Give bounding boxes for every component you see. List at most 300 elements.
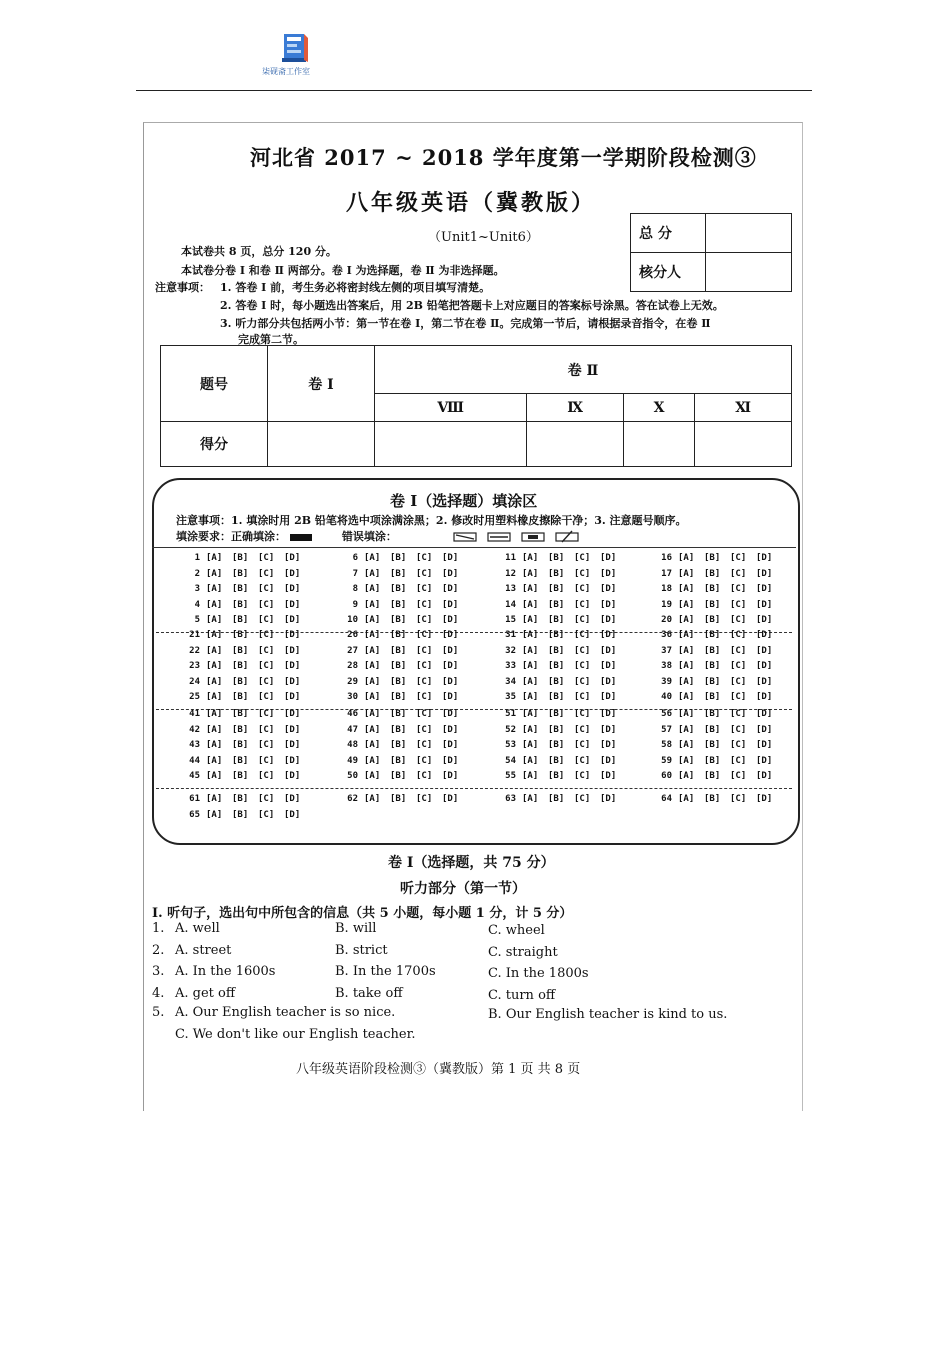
answer-bubble[interactable]: [C] (730, 771, 747, 782)
answer-bubble[interactable]: [D] (756, 771, 773, 782)
answer-bubble[interactable]: [A] (678, 645, 695, 656)
answer-bubble[interactable]: [D] (284, 645, 301, 656)
answer-bubble[interactable]: [B] (704, 584, 721, 595)
answer-bubble[interactable]: [C] (258, 553, 275, 563)
answer-bubble[interactable]: [A] (364, 645, 381, 656)
answer-bubble[interactable]: [B] (390, 794, 407, 804)
answer-bubble[interactable]: [A] (678, 615, 695, 626)
answer-bubble[interactable]: [B] (232, 724, 249, 735)
answer-bubble[interactable]: [A] (206, 709, 223, 719)
answer-bubble[interactable]: [A] (206, 553, 223, 563)
answer-bubble[interactable]: [C] (730, 661, 747, 672)
answer-bubble[interactable]: [A] (522, 599, 539, 610)
answer-bubble[interactable]: [A] (678, 676, 695, 687)
answer-bubble[interactable]: [A] (522, 755, 539, 766)
answer-bubble[interactable]: [A] (678, 661, 695, 672)
answer-bubble[interactable]: [D] (284, 676, 301, 687)
answer-bubble[interactable]: [D] (756, 692, 773, 703)
answer-bubble[interactable]: [D] (600, 615, 617, 626)
answer-bubble[interactable]: [C] (574, 794, 591, 804)
answer-bubble[interactable]: [A] (206, 755, 223, 766)
answer-bubble[interactable]: [B] (704, 661, 721, 672)
exam-title: 河北省 2017 ~ 2018 学年度第一学期阶段检测③ (250, 145, 757, 170)
answer-bubble[interactable]: [B] (232, 584, 249, 595)
answer-bubble[interactable]: [B] (704, 599, 721, 610)
answer-bubble[interactable]: [A] (364, 676, 381, 687)
answer-bubble[interactable]: [D] (442, 661, 459, 672)
answer-bubble[interactable]: [D] (756, 645, 773, 656)
answer-bubble[interactable]: [D] (442, 599, 459, 610)
answer-bubble[interactable]: [B] (390, 584, 407, 595)
answer-bubble[interactable]: [B] (390, 645, 407, 656)
answer-bubble[interactable]: [C] (574, 692, 591, 703)
answer-bubble[interactable]: [A] (364, 599, 381, 610)
answer-bubble[interactable]: [A] (364, 584, 381, 595)
answer-bubble[interactable]: [D] (600, 794, 617, 804)
option-c[interactable]: C. turn off (488, 988, 556, 1003)
answer-bubble[interactable]: [C] (574, 771, 591, 782)
answer-item (178, 630, 310, 640)
answer-bubble[interactable]: [D] (284, 568, 301, 579)
answer-bubble[interactable]: [B] (232, 645, 249, 656)
answer-bubble[interactable]: [B] (548, 724, 565, 735)
answer-bubble[interactable]: [B] (232, 676, 249, 687)
answer-bubble[interactable]: [B] (390, 692, 407, 703)
answer-bubble[interactable]: [A] (206, 630, 223, 640)
answer-bubble[interactable]: [C] (416, 724, 433, 735)
answer-bubble[interactable]: [B] (548, 568, 565, 579)
answer-bubble[interactable]: [B] (232, 553, 249, 563)
answer-bubble[interactable]: [B] (704, 568, 721, 579)
answer-bubble[interactable]: [D] (284, 584, 301, 595)
score-cell[interactable] (375, 422, 527, 467)
answer-bubble[interactable]: [C] (730, 676, 747, 687)
answer-bubble[interactable]: [B] (390, 740, 407, 751)
answer-bubble[interactable]: [A] (522, 794, 539, 804)
answer-bubble[interactable]: [C] (416, 645, 433, 656)
answer-bubble[interactable]: [D] (284, 740, 301, 751)
answer-bubble[interactable]: [C] (730, 645, 747, 656)
answer-bubble[interactable]: [B] (548, 584, 565, 595)
answer-bubble[interactable]: [C] (416, 553, 433, 563)
answer-bubble[interactable]: [C] (258, 740, 275, 751)
answer-bubble[interactable]: [A] (678, 599, 695, 610)
answer-bubble[interactable]: [C] (730, 740, 747, 751)
answer-bubble[interactable]: [B] (390, 553, 407, 563)
answer-bubble[interactable]: [B] (548, 661, 565, 672)
answer-bubble[interactable]: [A] (206, 771, 223, 782)
answer-bubble[interactable]: [A] (206, 645, 223, 656)
answer-bubble[interactable]: [B] (232, 740, 249, 751)
answer-bubble[interactable]: [D] (284, 630, 301, 640)
answer-bubble[interactable]: [D] (284, 794, 301, 804)
answer-number: 10 (347, 615, 358, 626)
answer-bubble[interactable]: [C] (258, 809, 275, 820)
answer-bubble[interactable]: [B] (232, 809, 249, 820)
answer-bubble[interactable]: [A] (678, 771, 695, 782)
answer-bubble[interactable]: [A] (364, 794, 381, 804)
answer-bubble[interactable]: [C] (416, 709, 433, 719)
answer-bubble[interactable]: [B] (390, 755, 407, 766)
answer-number: 31 (505, 630, 516, 640)
answer-bubble[interactable]: [C] (730, 553, 747, 563)
section-header: Ⅷ (375, 394, 527, 422)
answer-bubble[interactable]: [C] (258, 724, 275, 735)
answer-bubble[interactable]: [D] (442, 724, 459, 735)
answer-bubble[interactable]: [C] (574, 709, 591, 719)
answer-bubble[interactable]: [D] (756, 599, 773, 610)
answer-bubble[interactable]: [B] (232, 599, 249, 610)
answer-bubble[interactable]: [C] (416, 740, 433, 751)
answer-bubble[interactable]: [B] (548, 755, 565, 766)
answer-bubble[interactable]: [A] (206, 615, 223, 626)
answer-item (178, 692, 310, 702)
answer-bubble[interactable]: [A] (206, 724, 223, 735)
answer-bubble[interactable]: [C] (258, 709, 275, 719)
answer-item (336, 553, 468, 563)
answer-bubble[interactable]: [A] (206, 584, 223, 595)
instruction-parts: 本试卷分卷 Ⅰ 和卷 Ⅱ 两部分。卷 Ⅰ 为选择题，卷 Ⅱ 为非选择题。 (181, 264, 505, 277)
answer-bubble[interactable]: [D] (756, 676, 773, 687)
answer-bubble[interactable]: [C] (730, 599, 747, 610)
answer-bubble[interactable]: [B] (704, 794, 721, 804)
answer-bubble[interactable]: [A] (206, 794, 223, 804)
answer-bubble[interactable]: [A] (522, 676, 539, 687)
answer-bubble[interactable]: [C] (258, 584, 275, 595)
answer-bubble[interactable]: [D] (600, 755, 617, 766)
answer-bubble[interactable]: [B] (704, 724, 721, 735)
answer-bubble[interactable]: [D] (756, 794, 773, 804)
answer-bubble[interactable]: [A] (678, 755, 695, 766)
answer-bubble[interactable]: [D] (756, 584, 773, 595)
answer-bubble[interactable]: [D] (442, 771, 459, 782)
answer-bubble[interactable]: [A] (678, 740, 695, 751)
option-b[interactable]: B. In the 1700s (335, 964, 436, 979)
wrong-fill-label: 错误填涂： (341, 530, 397, 543)
answer-bubble[interactable]: [A] (364, 755, 381, 766)
answer-number: 17 (661, 568, 672, 579)
answer-bubble[interactable]: [B] (232, 794, 249, 804)
answer-bubble[interactable]: [D] (284, 615, 301, 626)
answer-bubble[interactable]: [A] (678, 724, 695, 735)
option-c[interactable]: C. straight (488, 945, 558, 960)
answer-bubble[interactable]: [B] (704, 676, 721, 687)
answer-bubble[interactable]: [B] (390, 630, 407, 640)
answer-bubble[interactable]: [D] (756, 630, 773, 640)
answer-bubble[interactable]: [D] (442, 553, 459, 563)
answer-bubble[interactable]: [C] (416, 599, 433, 610)
answer-bubble[interactable]: [A] (678, 709, 695, 719)
answer-bubble[interactable]: [B] (232, 615, 249, 626)
answer-bubble[interactable]: [D] (442, 755, 459, 766)
answer-bubble[interactable]: [A] (522, 724, 539, 735)
answer-bubble[interactable]: [C] (730, 724, 747, 735)
option-b[interactable]: B. will (335, 921, 377, 936)
answer-item (650, 692, 782, 702)
answer-bubble[interactable]: [A] (522, 553, 539, 563)
option-b[interactable]: B. strict (335, 943, 388, 958)
answer-bubble[interactable]: [C] (574, 584, 591, 595)
checker-field[interactable] (706, 253, 792, 292)
answer-bubble[interactable]: [C] (730, 794, 747, 804)
answer-bubble[interactable]: [A] (206, 599, 223, 610)
answer-bubble[interactable]: [A] (364, 630, 381, 640)
answer-bubble[interactable]: [B] (704, 645, 721, 656)
answer-bubble[interactable]: [C] (416, 630, 433, 640)
option-c[interactable]: C. wheel (488, 923, 545, 938)
answer-bubble[interactable]: [D] (756, 724, 773, 735)
answer-bubble[interactable]: [B] (232, 661, 249, 672)
score-cell[interactable] (527, 422, 624, 467)
answer-number: 8 (352, 584, 358, 595)
answer-bubble[interactable]: [A] (522, 661, 539, 672)
answer-bubble[interactable]: [D] (756, 553, 773, 563)
answer-bubble[interactable]: [D] (600, 630, 617, 640)
answer-bubble[interactable]: [C] (574, 615, 591, 626)
answer-bubble[interactable]: [A] (678, 553, 695, 563)
answer-bubble[interactable]: [B] (548, 553, 565, 563)
answer-bubble[interactable]: [C] (258, 661, 275, 672)
answer-bubble[interactable]: [D] (284, 692, 301, 703)
answer-bubble[interactable]: [C] (258, 645, 275, 656)
answer-bubble[interactable]: [A] (678, 568, 695, 579)
answer-bubble[interactable]: [C] (416, 568, 433, 579)
answer-bubble[interactable]: [B] (704, 692, 721, 703)
answer-bubble[interactable]: [A] (206, 740, 223, 751)
answer-bubble[interactable]: [B] (704, 615, 721, 626)
answer-bubble[interactable]: [D] (284, 724, 301, 735)
answer-bubble[interactable]: [C] (258, 692, 275, 703)
answer-item (494, 709, 626, 719)
answer-bubble[interactable]: [B] (704, 709, 721, 719)
answer-bubble[interactable]: [A] (522, 709, 539, 719)
answer-bubble[interactable]: [D] (442, 676, 459, 687)
option-a[interactable]: A. Our English teacher is so nice. (175, 1005, 396, 1020)
answer-bubble[interactable]: [D] (756, 740, 773, 751)
answer-bubble[interactable]: [D] (756, 568, 773, 579)
answer-bubble[interactable]: [C] (574, 755, 591, 766)
answer-bubble[interactable]: [B] (548, 794, 565, 804)
answer-bubble[interactable]: [D] (756, 615, 773, 626)
answer-bubble[interactable]: [D] (442, 709, 459, 719)
answer-bubble[interactable]: [C] (258, 755, 275, 766)
answer-bubble[interactable]: [B] (390, 568, 407, 579)
answer-bubble[interactable]: [C] (574, 661, 591, 672)
answer-bubble[interactable]: [A] (206, 692, 223, 703)
answer-bubble[interactable]: [A] (522, 771, 539, 782)
answer-bubble[interactable]: [D] (284, 599, 301, 610)
answer-bubble[interactable]: [A] (522, 615, 539, 626)
answer-bubble[interactable]: [C] (730, 615, 747, 626)
option-c[interactable]: C. We don't like our English teacher. (175, 1027, 416, 1042)
answer-bubble[interactable]: [A] (522, 692, 539, 703)
answer-bubble[interactable]: [B] (232, 630, 249, 640)
answer-bubble[interactable]: [B] (704, 553, 721, 563)
option-c[interactable]: C. In the 1800s (488, 966, 589, 981)
score-cell[interactable] (623, 422, 694, 467)
answer-bubble[interactable]: [B] (548, 692, 565, 703)
answer-bubble[interactable]: [B] (390, 615, 407, 626)
answer-number: 48 (347, 740, 358, 751)
score-cell[interactable] (695, 422, 792, 467)
answer-bubble[interactable]: [C] (258, 615, 275, 626)
answer-bubble[interactable]: [D] (284, 755, 301, 766)
answer-bubble[interactable]: [D] (600, 771, 617, 782)
answer-bubble[interactable]: [C] (574, 724, 591, 735)
answer-bubble[interactable]: [D] (600, 553, 617, 563)
answer-bubble[interactable]: [D] (284, 709, 301, 719)
answer-bubble[interactable]: [B] (704, 740, 721, 751)
answer-bubble[interactable]: [A] (522, 630, 539, 640)
answer-bubble[interactable]: [D] (600, 709, 617, 719)
answer-bubble[interactable]: [A] (522, 740, 539, 751)
answer-bubble[interactable]: [A] (522, 584, 539, 595)
option-b[interactable]: B. Our English teacher is kind to us. (488, 1007, 728, 1022)
answer-bubble[interactable]: [C] (416, 692, 433, 703)
answer-bubble[interactable]: [C] (730, 630, 747, 640)
answer-bubble[interactable]: [A] (364, 553, 381, 563)
answer-bubble[interactable]: [C] (416, 661, 433, 672)
answer-bubble[interactable]: [D] (600, 661, 617, 672)
answer-bubble[interactable]: [B] (548, 599, 565, 610)
answer-bubble[interactable]: [A] (522, 568, 539, 579)
answer-bubble[interactable]: [D] (600, 676, 617, 687)
answer-bubble[interactable]: [D] (442, 794, 459, 804)
answer-bubble[interactable]: [D] (442, 568, 459, 579)
answer-bubble[interactable]: [C] (574, 645, 591, 656)
answer-bubble[interactable]: [B] (390, 599, 407, 610)
answer-bubble[interactable]: [B] (704, 771, 721, 782)
answer-bubble[interactable]: [D] (756, 709, 773, 719)
answer-bubble[interactable]: [C] (416, 794, 433, 804)
answer-bubble[interactable]: [B] (390, 661, 407, 672)
answer-bubble[interactable]: [A] (678, 794, 695, 804)
answer-bubble[interactable]: [B] (232, 692, 249, 703)
option-a[interactable]: A. street (175, 943, 232, 958)
answer-bubble[interactable]: [D] (756, 755, 773, 766)
answer-bubble[interactable]: [B] (548, 740, 565, 751)
answer-bubble[interactable]: [C] (416, 755, 433, 766)
answer-item (336, 600, 468, 610)
answer-bubble[interactable]: [C] (574, 553, 591, 563)
answer-bubble[interactable]: [C] (730, 692, 747, 703)
answer-bubble[interactable]: [A] (364, 740, 381, 751)
answer-bubble[interactable]: [D] (284, 809, 301, 820)
answer-bubble[interactable]: [B] (232, 568, 249, 579)
answer-bubble[interactable]: [B] (548, 709, 565, 719)
answer-bubble[interactable]: [D] (442, 692, 459, 703)
answer-bubble[interactable]: [A] (364, 568, 381, 579)
answer-bubble[interactable]: [A] (364, 709, 381, 719)
answer-bubble[interactable]: [A] (206, 661, 223, 672)
answer-bubble[interactable]: [C] (258, 771, 275, 782)
score-cell[interactable] (268, 422, 375, 467)
answer-bubble[interactable]: [B] (548, 645, 565, 656)
answer-bubble[interactable]: [A] (678, 692, 695, 703)
answer-bubble[interactable]: [B] (390, 724, 407, 735)
answer-bubble[interactable]: [A] (678, 584, 695, 595)
answer-bubble[interactable]: [C] (416, 615, 433, 626)
answer-bubble[interactable]: [B] (390, 709, 407, 719)
option-a[interactable]: A. well (175, 921, 220, 936)
answer-bubble[interactable]: [C] (258, 630, 275, 640)
answer-bubble[interactable]: [D] (442, 630, 459, 640)
answer-bubble[interactable]: [B] (232, 771, 249, 782)
answer-bubble[interactable]: [C] (730, 584, 747, 595)
answer-bubble[interactable]: [C] (574, 740, 591, 751)
answer-bubble[interactable]: [C] (416, 771, 433, 782)
answer-bubble[interactable]: [C] (730, 568, 747, 579)
answer-bubble[interactable]: [D] (600, 692, 617, 703)
answer-bubble[interactable]: [A] (364, 771, 381, 782)
answer-bubble[interactable]: [B] (390, 771, 407, 782)
answer-bubble[interactable]: [D] (756, 661, 773, 672)
answer-bubble[interactable]: [D] (442, 584, 459, 595)
answer-bubble[interactable]: [D] (442, 740, 459, 751)
answer-bubble[interactable]: [C] (258, 794, 275, 804)
answer-bubble[interactable]: [C] (416, 676, 433, 687)
answer-bubble[interactable]: [C] (574, 599, 591, 610)
answer-bubble[interactable]: [D] (600, 568, 617, 579)
answer-bubble[interactable]: [D] (284, 661, 301, 672)
answer-bubble[interactable]: [B] (548, 630, 565, 640)
answer-bubble[interactable]: [B] (390, 676, 407, 687)
answer-bubble[interactable]: [A] (206, 809, 223, 820)
answer-bubble[interactable]: [B] (704, 755, 721, 766)
answer-bubble[interactable]: [A] (678, 630, 695, 640)
answer-bubble[interactable]: [D] (284, 553, 301, 563)
answer-bubble[interactable]: [A] (364, 692, 381, 703)
answer-bubble[interactable]: [D] (284, 771, 301, 782)
answer-bubble[interactable]: [C] (258, 568, 275, 579)
answer-bubble[interactable]: [C] (416, 584, 433, 595)
answer-item (650, 569, 782, 579)
answer-bubble[interactable]: [D] (600, 584, 617, 595)
answer-bubble[interactable]: [B] (548, 676, 565, 687)
answer-bubble[interactable]: [C] (574, 676, 591, 687)
option-b[interactable]: B. take off (335, 986, 403, 1001)
option-a[interactable]: A. get off (175, 986, 236, 1001)
answer-bubble[interactable]: [A] (364, 724, 381, 735)
answer-bubble[interactable]: [C] (258, 676, 275, 687)
answer-bubble[interactable]: [C] (258, 599, 275, 610)
answer-bubble[interactable]: [C] (730, 709, 747, 719)
answer-bubble[interactable]: [A] (206, 676, 223, 687)
answer-bubble[interactable]: [A] (364, 661, 381, 672)
answer-bubble[interactable]: [D] (600, 724, 617, 735)
answer-bubble[interactable]: [B] (548, 771, 565, 782)
answer-bubble[interactable]: [B] (704, 630, 721, 640)
answer-number: 20 (661, 615, 672, 626)
total-score-field[interactable] (706, 214, 792, 253)
answer-bubble[interactable]: [D] (600, 740, 617, 751)
answer-bubble[interactable]: [D] (600, 599, 617, 610)
answer-bubble[interactable]: [B] (548, 615, 565, 626)
answer-bubble[interactable]: [B] (232, 755, 249, 766)
answer-bubble[interactable]: [D] (442, 645, 459, 656)
answer-bubble[interactable]: [C] (574, 568, 591, 579)
answer-number: 42 (189, 724, 200, 735)
answer-bubble[interactable]: [D] (600, 645, 617, 656)
answer-bubble[interactable]: [C] (574, 630, 591, 640)
answer-bubble[interactable]: [C] (730, 755, 747, 766)
answer-bubble[interactable]: [A] (522, 645, 539, 656)
answer-bubble[interactable]: [D] (442, 615, 459, 626)
answer-bubble[interactable]: [B] (232, 709, 249, 719)
answer-bubble[interactable]: [A] (364, 615, 381, 626)
option-a[interactable]: A. In the 1600s (175, 964, 276, 979)
answer-bubble[interactable]: [A] (206, 568, 223, 579)
